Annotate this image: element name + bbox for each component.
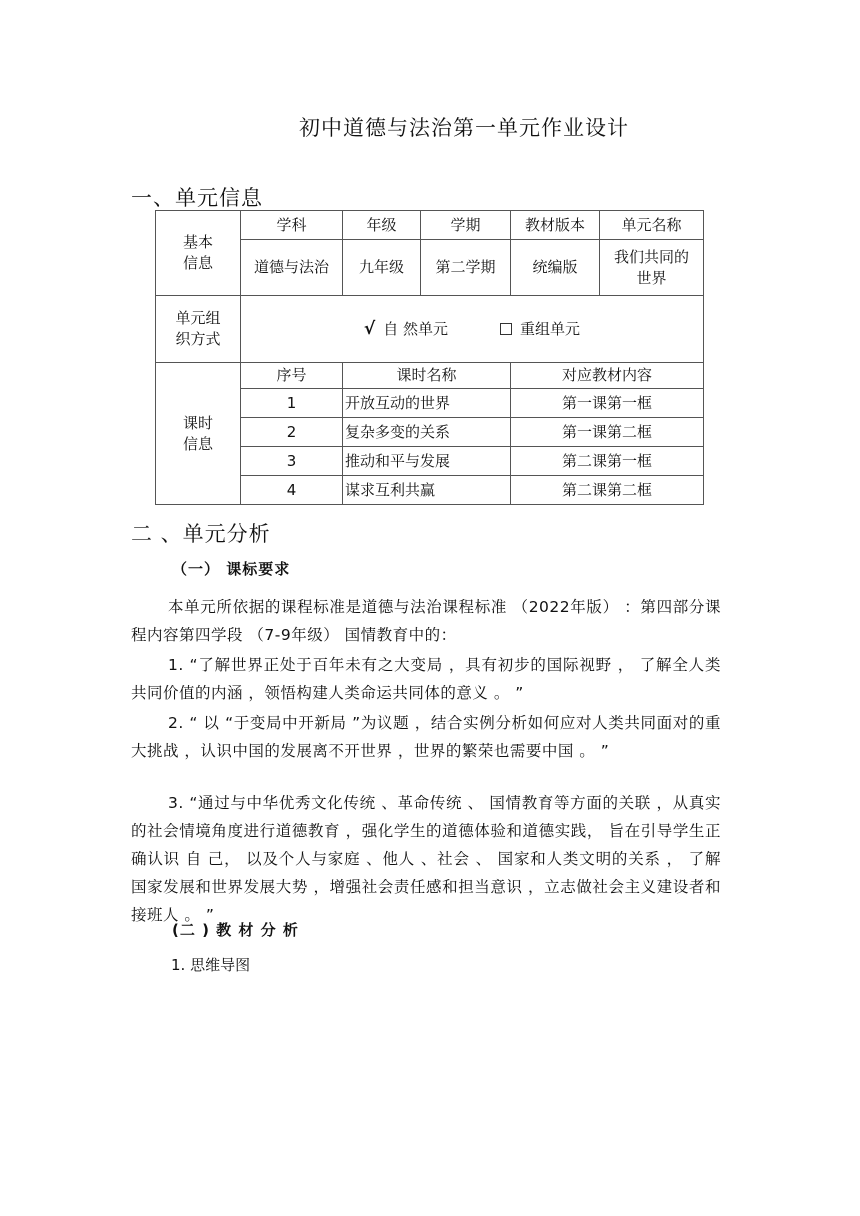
value-unit-name-text: 我们共同的 世界 — [613, 247, 689, 287]
lesson-no: 3 — [241, 447, 343, 476]
document-title: 初中道德与法治第一单元作业设计 — [299, 116, 629, 140]
lesson-header-no: 序号 — [241, 363, 343, 389]
lesson-header-content: 对应教材内容 — [511, 363, 704, 389]
lesson-no: 2 — [241, 418, 343, 447]
lesson-name: 开放互动的世界 — [343, 389, 511, 418]
section-heading-unit-info: 一、单元信息 — [131, 186, 263, 210]
value-term: 第二学期 — [421, 240, 511, 296]
lesson-content: 第二课第二框 — [511, 476, 704, 505]
lesson-name: 复杂多变的关系 — [343, 418, 511, 447]
header-edition: 教材版本 — [511, 211, 600, 240]
value-grade: 九年级 — [343, 240, 421, 296]
lesson-content: 第一课第一框 — [511, 389, 704, 418]
lesson-info-label — [156, 363, 241, 505]
section-heading-unit-analysis: 二 、单元分析 — [131, 522, 271, 546]
lesson-content: 第一课第二框 — [511, 418, 704, 447]
lesson-no: 4 — [241, 476, 343, 505]
value-edition: 统编版 — [511, 240, 600, 296]
header-subject: 学科 — [241, 211, 343, 240]
subheading-textbook-analysis: (二 ) 教 材 分 析 — [172, 921, 299, 939]
basic-info-label — [156, 211, 241, 296]
basic-info-label-text: 基本 信息 — [182, 233, 213, 272]
header-grade: 年级 — [343, 211, 421, 240]
mindmap-label: 1. 思维导图 — [171, 956, 251, 974]
lesson-no: 1 — [241, 389, 343, 418]
lesson-name: 推动和平与发展 — [343, 447, 511, 476]
org-mode-label-text: 单元组 织方式 — [175, 309, 221, 348]
lesson-header-name: 课时名称 — [343, 363, 511, 389]
subheading-curriculum-standard: （一） 课标要求 — [172, 560, 291, 578]
lesson-name: 谋求互利共赢 — [343, 476, 511, 505]
intro-paragraph: 本单元所依据的课程标准是道德与法治课程标准 （2022年版） ：第四部分课程内容第四学段 （7-9年级） 国情教育中的： — [131, 598, 721, 644]
org-mode-label — [156, 296, 241, 363]
value-subject: 道德与法治 — [241, 240, 343, 296]
org-option-regroup: 重组单元 — [520, 319, 581, 338]
checkbox-empty-icon — [500, 323, 512, 335]
requirement-item-2: 2. “ 以 “于变局中开新局 ”为议题 ，结合实例分析如何应对人类共同面对的重大挑战 ，认识中国的发展离不开世界 ，世界的繁荣也需要中国 。 ” — [131, 714, 721, 760]
org-option-natural: 自 然单元 — [383, 319, 449, 338]
header-unit-name: 单元名称 — [600, 211, 704, 240]
unit-info-table — [155, 210, 704, 505]
header-term: 学期 — [421, 211, 511, 240]
requirement-item-3: 3. “通过与中华优秀文化传统 、革命传统 、 国情教育等方面的关联 ，从真实的社会情境角度进行道德教育 ，强化学生的道德体验和道德实践， 旨在引导学生正确认识 自 己， 以及个人与家庭 、他人 、社会 、 国家和人类文明的关系 ， 了解国家发展和世界发展大势 ，增强社会责任感和担当意识 ，立志做社会主义建设者和接班人 。 ” — [131, 794, 721, 924]
lesson-content: 第二课第一框 — [511, 447, 704, 476]
check-mark-icon: √ — [363, 318, 376, 339]
lesson-info-label-text: 课时 信息 — [182, 413, 213, 453]
org-mode-options — [241, 296, 704, 363]
value-unit-name — [600, 240, 704, 296]
requirement-item-1: 1. “了解世界正处于百年未有之大变局 ，具有初步的国际视野 ， 了解全人类共同价值的内涵 ，领悟构建人类命运共同体的意义 。 ” — [131, 656, 721, 702]
